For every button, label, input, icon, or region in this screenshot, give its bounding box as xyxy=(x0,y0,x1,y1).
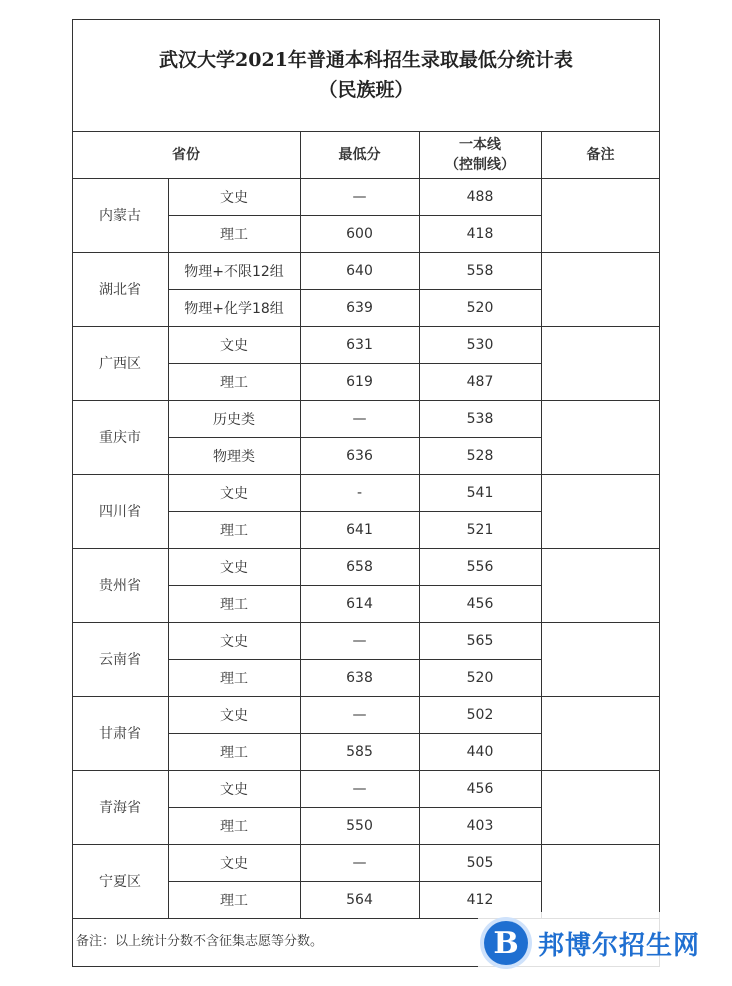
province-name: 广西区 xyxy=(99,356,141,372)
min-score-cell: — xyxy=(352,632,367,649)
footnote: 备注：以上统计分数不含征集志愿等分数。 xyxy=(76,934,324,949)
min-score-cell: 614 xyxy=(346,595,373,612)
header-province: 省份 xyxy=(172,147,200,163)
column-divider xyxy=(300,548,301,622)
min-score-cell: 636 xyxy=(346,447,373,464)
control-line-cell: 565 xyxy=(466,632,494,649)
province-name: 重庆市 xyxy=(99,430,141,446)
control-line-cell: 502 xyxy=(466,706,494,723)
column-divider xyxy=(419,844,420,918)
column-divider xyxy=(168,770,169,844)
control-line-cell: 456 xyxy=(466,595,494,612)
control-line-cell: 528 xyxy=(466,447,494,464)
min-score-cell: 658 xyxy=(346,558,373,575)
column-divider xyxy=(541,770,542,844)
province-name: 内蒙古 xyxy=(99,208,141,224)
column-divider xyxy=(541,474,542,548)
category-cell: 历史类 xyxy=(213,411,255,428)
category-cell: 物理+不限12组 xyxy=(184,263,284,280)
min-score-cell: 631 xyxy=(346,336,373,353)
category-cell: 文史 xyxy=(220,633,248,650)
control-line-cell: 538 xyxy=(466,410,494,427)
min-score-cell: - xyxy=(356,484,363,501)
control-line-cell: 418 xyxy=(466,225,494,242)
column-divider xyxy=(168,622,169,696)
column-divider xyxy=(168,474,169,548)
category-cell: 理工 xyxy=(220,226,248,243)
column-divider xyxy=(168,696,169,770)
watermark-text: 邦博尔招生网 xyxy=(538,930,701,961)
column-divider xyxy=(419,252,420,326)
column-divider xyxy=(419,622,420,696)
header-min-score: 最低分 xyxy=(338,147,381,163)
control-line-cell: 488 xyxy=(466,188,494,205)
column-divider xyxy=(541,178,542,252)
row-divider xyxy=(168,437,541,438)
column-divider xyxy=(541,844,542,918)
column-divider xyxy=(300,178,301,252)
min-score-cell: — xyxy=(352,410,367,427)
control-line-cell: 403 xyxy=(466,817,494,834)
column-divider xyxy=(300,252,301,326)
province-name: 青海省 xyxy=(99,800,141,816)
column-divider xyxy=(541,252,542,326)
category-cell: 理工 xyxy=(220,374,248,391)
row-divider xyxy=(168,289,541,290)
min-score-cell: — xyxy=(352,188,367,205)
watermark-logo-icon: B xyxy=(484,921,528,965)
header-remarks: 备注 xyxy=(586,147,615,163)
category-cell: 文史 xyxy=(220,855,248,872)
min-score-cell: — xyxy=(352,854,367,871)
column-divider xyxy=(419,178,420,252)
min-score-cell: 639 xyxy=(346,299,373,316)
header-control-line xyxy=(419,132,541,178)
province-name: 宁夏区 xyxy=(99,874,141,890)
column-divider xyxy=(419,548,420,622)
column-divider xyxy=(168,548,169,622)
header-control-line-bottom: （控制线） xyxy=(445,157,515,173)
min-score-cell: 600 xyxy=(346,225,373,242)
min-score-cell: 638 xyxy=(346,669,373,686)
control-line-cell: 456 xyxy=(466,780,494,797)
category-cell: 理工 xyxy=(220,522,248,539)
category-cell: 文史 xyxy=(220,189,248,206)
column-divider xyxy=(541,400,542,474)
control-line-cell: 530 xyxy=(466,336,494,353)
control-line-cell: 412 xyxy=(466,891,494,908)
category-cell: 理工 xyxy=(220,596,248,613)
column-divider xyxy=(300,696,301,770)
category-cell: 文史 xyxy=(220,781,248,798)
column-divider xyxy=(419,132,420,178)
category-cell: 理工 xyxy=(220,892,248,909)
watermark xyxy=(478,912,724,974)
column-divider xyxy=(541,696,542,770)
province-name: 甘肃省 xyxy=(99,726,141,742)
category-cell: 物理类 xyxy=(213,448,255,465)
column-divider xyxy=(300,400,301,474)
row-divider xyxy=(168,511,541,512)
category-cell: 文史 xyxy=(220,337,248,354)
row-divider xyxy=(168,585,541,586)
column-divider xyxy=(419,696,420,770)
category-cell: 文史 xyxy=(220,485,248,502)
column-divider xyxy=(300,622,301,696)
column-divider xyxy=(541,622,542,696)
row-divider xyxy=(168,659,541,660)
row-divider xyxy=(168,363,541,364)
column-divider xyxy=(419,400,420,474)
province-name: 云南省 xyxy=(99,652,141,668)
column-divider xyxy=(541,548,542,622)
control-line-cell: 505 xyxy=(466,854,494,871)
column-divider xyxy=(300,326,301,400)
min-score-cell: — xyxy=(352,706,367,723)
column-divider xyxy=(168,400,169,474)
title-line-2: （民族班） xyxy=(318,79,414,101)
category-cell: 理工 xyxy=(220,670,248,687)
column-divider xyxy=(541,132,542,178)
page-title xyxy=(72,19,660,132)
province-name: 四川省 xyxy=(99,504,141,520)
category-cell: 文史 xyxy=(220,559,248,576)
column-divider xyxy=(419,474,420,548)
control-line-cell: 556 xyxy=(466,558,494,575)
column-divider xyxy=(541,326,542,400)
row-divider xyxy=(168,807,541,808)
column-divider xyxy=(168,252,169,326)
column-divider xyxy=(419,326,420,400)
category-cell: 物理+化学18组 xyxy=(184,300,284,317)
column-divider xyxy=(300,844,301,918)
row-divider xyxy=(168,881,541,882)
control-line-cell: 440 xyxy=(466,743,494,760)
min-score-cell: 619 xyxy=(346,373,373,390)
control-line-cell: 487 xyxy=(466,373,494,390)
row-divider xyxy=(168,733,541,734)
title-line-1: 武汉大学2021年普通本科招生录取最低分统计表 xyxy=(159,49,573,71)
min-score-cell: 641 xyxy=(346,521,373,538)
min-score-cell: 550 xyxy=(346,817,373,834)
header-control-line-top: 一本线 xyxy=(459,137,501,153)
control-line-cell: 520 xyxy=(466,669,494,686)
column-divider xyxy=(168,844,169,918)
category-cell: 理工 xyxy=(220,744,248,761)
min-score-cell: 640 xyxy=(346,262,373,279)
min-score-cell: 585 xyxy=(346,743,373,760)
row-divider xyxy=(168,215,541,216)
min-score-cell: 564 xyxy=(346,891,373,908)
column-divider xyxy=(419,770,420,844)
province-name: 贵州省 xyxy=(99,578,141,594)
column-divider xyxy=(300,474,301,548)
min-score-cell: — xyxy=(352,780,367,797)
column-divider xyxy=(168,178,169,252)
column-divider xyxy=(300,770,301,844)
control-line-cell: 541 xyxy=(466,484,494,501)
control-line-cell: 520 xyxy=(466,299,494,316)
category-cell: 文史 xyxy=(220,707,248,724)
control-line-cell: 558 xyxy=(466,262,494,279)
column-divider xyxy=(300,132,301,178)
province-name: 湖北省 xyxy=(99,282,141,298)
control-line-cell: 521 xyxy=(466,521,494,538)
column-divider xyxy=(168,326,169,400)
category-cell: 理工 xyxy=(220,818,248,835)
